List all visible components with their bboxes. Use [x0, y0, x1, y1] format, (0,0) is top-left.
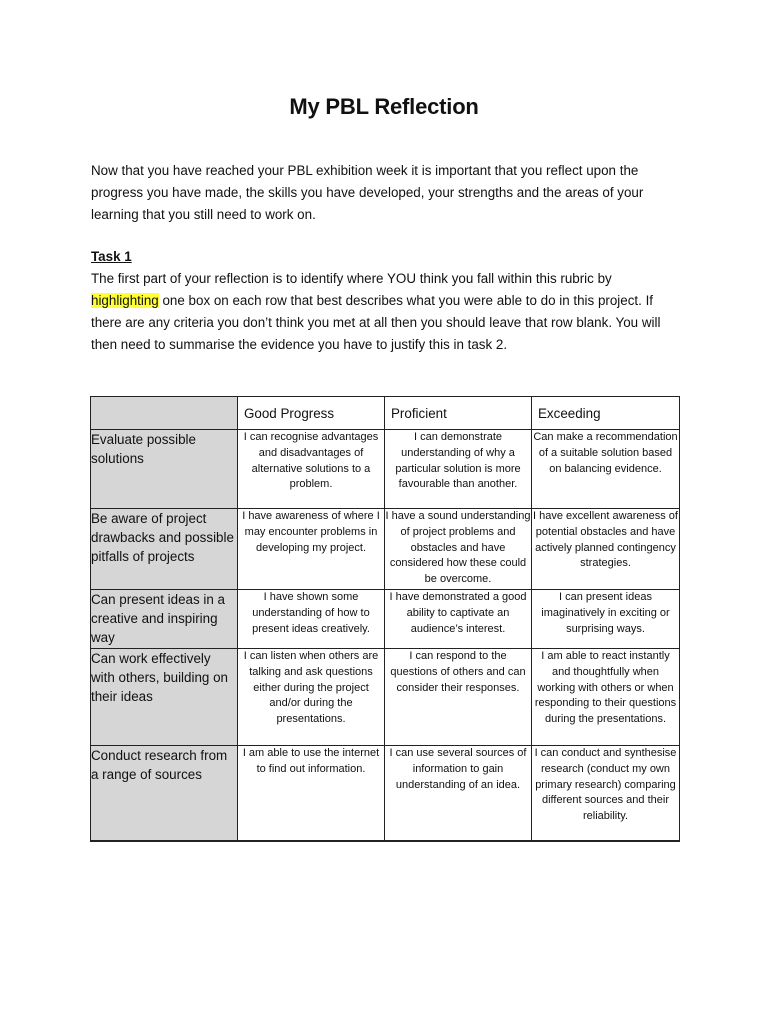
highlighted-word: highlighting [91, 293, 159, 308]
criterion-cell: Can work effectively with others, building on their ideas [91, 649, 238, 746]
header-exceeding: Exceeding [532, 397, 680, 430]
task-1-heading: Task 1 [91, 249, 132, 264]
rubric-cell-exceeding[interactable]: I have excellent awareness of potential obstacles and have actively planned contingency strategies. [532, 509, 680, 590]
rubric-cell-proficient[interactable]: I have demonstrated a good ability to captivate an audience’s interest. [385, 590, 532, 649]
rubric-cell-proficient[interactable]: I can use several sources of information to gain understanding of an idea. [385, 746, 532, 842]
criterion-cell: Can present ideas in a creative and inspiring way [91, 590, 238, 649]
intro-paragraph: Now that you have reached your PBL exhibition week it is important that you reflect upon the progress you have made, the skills you have developed, your strengths and the areas of your learning that you still need to work on. [91, 163, 644, 222]
rubric-cell-proficient[interactable]: I have a sound understanding of project problems and obstacles and have considered how these could be overcome. [385, 509, 532, 590]
rubric-cell-proficient[interactable]: I can respond to the questions of others and can consider their responses. [385, 649, 532, 746]
criterion-cell: Be aware of project drawbacks and possible pitfalls of projects [91, 509, 238, 590]
page-title: My PBL Reflection [289, 94, 479, 119]
rubric-header-row [91, 397, 680, 430]
rubric-cell-exceeding[interactable]: Can make a recommendation of a suitable solution based on balancing evidence. [532, 430, 680, 509]
rubric-row-evaluate-solutions [91, 430, 680, 509]
rubric-row-work-with-others [91, 649, 680, 746]
rubric-cell-good-progress[interactable]: I have awareness of where I may encounter problems in developing my project. [238, 509, 385, 590]
rubric-cell-good-progress[interactable]: I can recognise advantages and disadvantages of alternative solutions to a problem. [238, 430, 385, 509]
task-1-text-after: one box on each row that best describes what you were able to do in this project. If there are any criteria you don’t think you met at all then you should leave that row blank. You will then need to summarise the evidence you have to justify this in task 2. [91, 293, 661, 352]
task-1-instructions [91, 268, 683, 356]
header-good-progress: Good Progress [238, 397, 385, 430]
rubric-corner-cell [91, 397, 238, 430]
rubric-cell-good-progress[interactable]: I can listen when others are talking and ask questions either during the project and/or during the presentations. [238, 649, 385, 746]
rubric-row-conduct-research [91, 746, 680, 842]
header-proficient: Proficient [385, 397, 532, 430]
rubric-cell-good-progress[interactable]: I am able to use the internet to find out information. [238, 746, 385, 842]
rubric-row-present-ideas [91, 590, 680, 649]
criterion-cell: Conduct research from a range of sources [91, 746, 238, 842]
rubric-cell-exceeding[interactable]: I am able to react instantly and thoughtfully when working with others or when responding to their questions during the presentations. [532, 649, 680, 746]
rubric-row-project-drawbacks [91, 509, 680, 590]
rubric-cell-exceeding[interactable]: I can conduct and synthesise research (conduct my own primary research) comparing different sources and their reliability. [532, 746, 680, 842]
rubric-cell-good-progress[interactable]: I have shown some understanding of how to present ideas creatively. [238, 590, 385, 649]
rubric-cell-proficient[interactable]: I can demonstrate understanding of why a particular solution is more favourable than another. [385, 430, 532, 509]
rubric-cell-exceeding[interactable]: I can present ideas imaginatively in exciting or surprising ways. [532, 590, 680, 649]
criterion-cell: Evaluate possible solutions [91, 430, 238, 509]
rubric-table [90, 396, 680, 842]
task-1-text-before: The first part of your reflection is to identify where YOU think you fall within this rubric by [91, 271, 612, 286]
